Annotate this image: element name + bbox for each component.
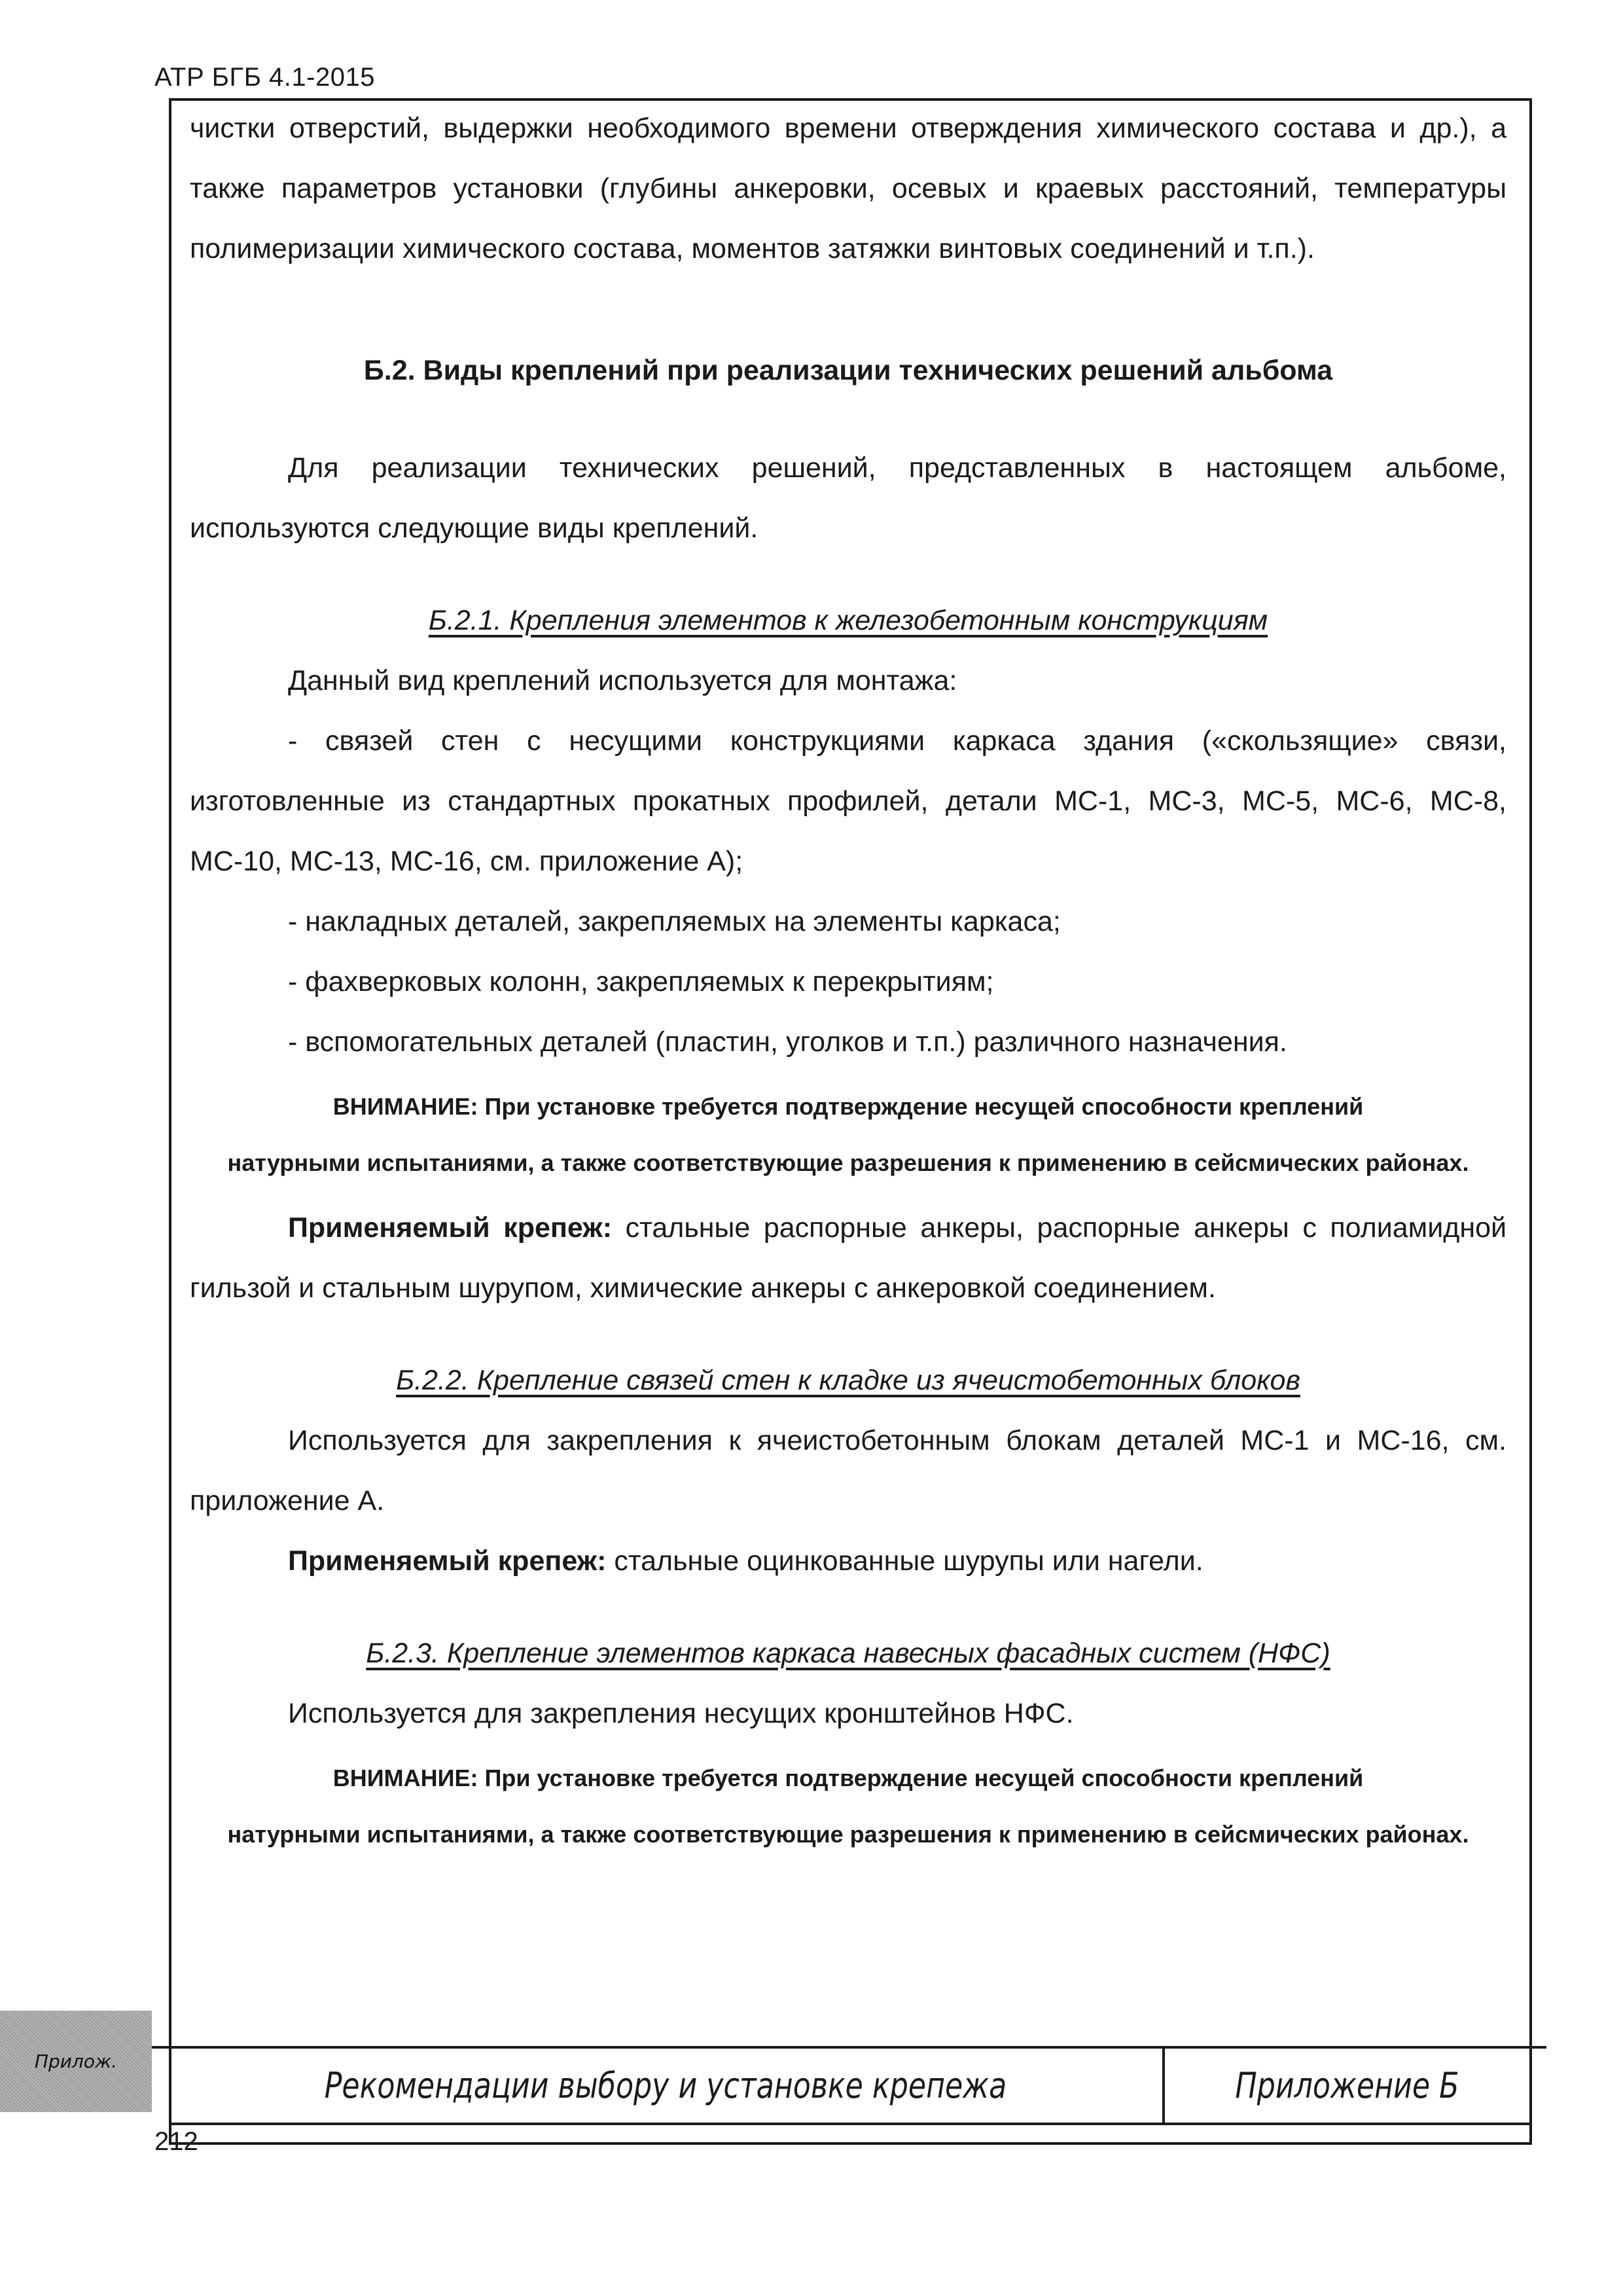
document-code: АТР БГБ 4.1-2015 [154, 63, 375, 92]
fastener-text: стальные оцинкованные шурупы или нагели. [606, 1545, 1204, 1577]
warning-notice-line: ВНИМАНИЕ: При установке требуется подтверждение несущей способности креплений [332, 1765, 1364, 1791]
section-title: Б.2. Виды креплений при реализации технических решений альбома [363, 355, 1333, 386]
list-item: - накладных деталей, закрепляемых на элементы каркаса; [288, 906, 1061, 937]
fastener-paragraph-b22 [190, 1531, 1507, 1591]
fastener-label: Применяемый крепеж: [288, 1212, 613, 1244]
warning-notice-line: натурными испытаниями, а также соответствующие разрешения к применению в сейсмических районах. [227, 1821, 1469, 1848]
subsection-title-b21: Б.2.1. Крепления элементов к железобетонным конструкциям [428, 605, 1268, 636]
title-block-title: Рекомендации выбору и установке крепежа [324, 2065, 1007, 2106]
title-block-label: Приложение Б [1235, 2065, 1459, 2106]
intro-continuation: чистки отверстий, выдержки необходимого времени отверждения химического состава и др.), а также параметров установки (глубины анкеровки, осевых и краевых расстояний, температуры полимеризации химического состава, моментов затяжки винтовых соединений и т.п.). [190, 113, 1507, 264]
page-number: 212 [154, 2127, 198, 2156]
subsection-title-b22: Б.2.2. Крепление связей стен к кладке из ячеистобетонных блоков [396, 1365, 1300, 1396]
fastener-label: Применяемый крепеж: [288, 1545, 607, 1577]
list-item: - фахверковых колонн, закрепляемых к перекрытиям; [288, 966, 994, 997]
subsection-title-b23: Б.2.3. Крепление элементов каркаса навесных фасадных систем (НФС) [366, 1638, 1330, 1669]
section-intro: Для реализации технических решений, представленных в настоящем альбоме, используются следующие виды креплений. [190, 452, 1507, 544]
side-stamp-label: Прилож. [34, 2051, 118, 2072]
list-item: - связей стен с несущими конструкциями каркаса здания («скользящие» связи, изготовленные из стандартных прокатных профилей, детали МС-1, МС-3, МС-5, МС-6, МС-8, МС-10, МС-13, МС-16, см. приложение А); [190, 725, 1507, 877]
subsection-text-b23: Используется для закрепления несущих кронштейнов НФС. [288, 1698, 1074, 1729]
title-block-rule-extension [1532, 2046, 1546, 2049]
subsection-text-b22: Используется для закрепления к ячеистобетонным блокам деталей МС-1 и МС-16, см. приложение А. [190, 1425, 1507, 1516]
document-body [190, 98, 1507, 1869]
title-block-divider [1162, 2049, 1165, 2123]
frame-tick [1529, 2125, 1532, 2137]
warning-notice-line: ВНИМАНИЕ: При установке требуется подтверждение несущей способности креплений [332, 1093, 1364, 1120]
side-stamp [0, 2011, 152, 2112]
warning-notice-line: натурными испытаниями, а также соответствующие разрешения к применению в сейсмических районах. [227, 1149, 1469, 1176]
title-block [169, 2046, 1532, 2125]
list-item: - вспомогательных деталей (пластин, уголков и т.п.) различного назначения. [288, 1026, 1287, 1058]
subsection-lead-b21: Данный вид креплений используется для монтажа: [288, 665, 957, 696]
fastener-paragraph-b21 [190, 1198, 1507, 1318]
fastener-text: стальные распорные анкеры, распорные анкеры с полиамидной гильзой и стальным шурупом, химические анкеры с анкеровкой соединением. [190, 1212, 1507, 1304]
title-block-rule-extension [152, 2046, 169, 2049]
